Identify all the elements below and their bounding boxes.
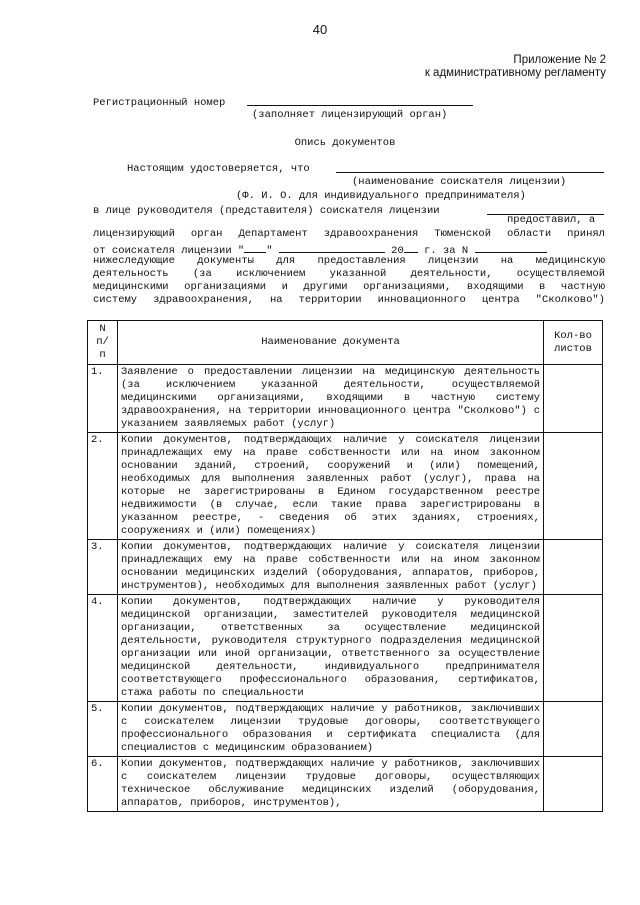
table-row	[88, 757, 603, 812]
row-sheet-count	[544, 540, 603, 595]
month-field	[279, 241, 385, 253]
row-document-name: Копии документов, подтверждающих наличие у соискателя лицензии принадлежащих ему на праве собственности или на ином законном основании медицинских изделий (оборудования, аппаратов, приборов, инструментов), необходимых для выполнения заявленных работ (услуг)	[118, 540, 544, 595]
appendix-title: Приложение № 2	[513, 54, 606, 66]
table-header-row	[88, 321, 603, 365]
page-number: 40	[312, 22, 328, 37]
row-document-name: Заявление о предоставлении лицензии на медицинскую деятельность (за исключением указанной деятельности, осуществляемой медицинскими организациями, входящими в частную систему здравоохранения, на территории инновационного центра "Сколково") с указанием заявляемых работ (услуг)	[118, 365, 544, 433]
department-text: лицензирующий орган Департамент здравоохранения Тюменской области принял	[93, 228, 605, 240]
day-field	[244, 241, 266, 253]
row-document-name: Копии документов, подтверждающих наличие у руководителя медицинской организации, заместителей руководителя медицинской организации, ответственных за осуществление медицинской деятельности, руководителя структурного подразделения медицинской организации или иной организации, ответственного за осуществление медицинской деятельности, индивидуального предпринимателя соответствующего профессионального образования, сертификатов, стажа работы по специальности	[118, 595, 544, 702]
number-field	[475, 241, 547, 253]
table-row	[88, 433, 603, 540]
header-count: Кол-во листов	[544, 321, 603, 365]
row-sheet-count	[544, 595, 603, 702]
row-num: 2.	[88, 433, 118, 540]
row-num: 3.	[88, 540, 118, 595]
row-sheet-count	[544, 365, 603, 433]
received-quote: "	[266, 245, 273, 257]
row-document-name: Копии документов, подтверждающих наличие у соискателя лицензии принадлежащих ему на праве собственности или на ином законном основании зданий, строений, сооружений и (или) помещений, необходимых для выполнения заявленных работ (услуг), права на которые не зарегистрированы в Едином государственном реестре недвижимости (в случае, если такие права зарегистрированы в указанном реестре, - сведения об этих зданиях, строениях, сооружениях и (или) помещениях)	[118, 433, 544, 540]
row-num: 4.	[88, 595, 118, 702]
appendix-subtitle: к административному регламенту	[424, 67, 606, 79]
certify-label: Настоящим удостоверяется, что	[127, 163, 310, 175]
body-line: систему здравоохранения, на территории инновационного центра "Сколково")	[93, 294, 605, 306]
year-prefix: 20	[391, 245, 404, 257]
row-sheet-count	[544, 433, 603, 540]
year-field	[404, 241, 418, 253]
row-num: 1.	[88, 365, 118, 433]
registration-number-line	[247, 105, 473, 106]
row-sheet-count	[544, 702, 603, 757]
row-num: 5.	[88, 702, 118, 757]
applicant-name-hint: (наименование соискателя лицензии)	[352, 176, 567, 188]
body-paragraph	[93, 255, 605, 307]
table-row	[88, 595, 603, 702]
body-line: деятельность (за исключением указанной деятельности, осуществляемой	[93, 268, 605, 280]
table-row	[88, 702, 603, 757]
body-line: нижеследующие документы для предоставления лицензии на медицинскую	[93, 255, 605, 267]
row-document-name: Копии документов, подтверждающих наличие у работников, заключивших с соискателем лицензии трудовые договоры, соответствующего профессионального образования и сертификата специалиста (для специалистов с медицинским образованием)	[118, 702, 544, 757]
header-name: Наименование документа	[118, 321, 544, 365]
department-line	[93, 228, 605, 241]
body-line: медицинскими организациями и другими организациями, входящими в частную	[93, 281, 605, 293]
documents-table	[87, 320, 603, 812]
applicant-name-line	[336, 172, 604, 173]
provided-text: предоставил, а	[507, 214, 596, 226]
number-label: г. за N	[424, 245, 469, 257]
row-num: 6.	[88, 757, 118, 812]
applicant-ip-hint: (Ф. И. О. для индивидуального предпринимателя)	[236, 190, 526, 202]
document-title: Опись документов	[294, 137, 396, 149]
received-from-label: от соискателя лицензии "	[93, 245, 245, 257]
registration-label: Регистрационный номер	[93, 97, 226, 109]
row-document-name: Копии документов, подтверждающих наличие у работников, заключивших с соискателем лицензии трудовые договоры, осуществляющих техническое обслуживание медицинских изделий (оборудования, аппаратов, приборов, инструментов),	[118, 757, 544, 812]
table-row	[88, 365, 603, 433]
registration-hint: (заполняет лицензирующий орган)	[252, 109, 448, 121]
table-row	[88, 540, 603, 595]
person-line-label: в лице руководителя (представителя) соискателя лицензии	[93, 205, 440, 217]
header-num: N п/п	[88, 321, 118, 365]
row-sheet-count	[544, 757, 603, 812]
